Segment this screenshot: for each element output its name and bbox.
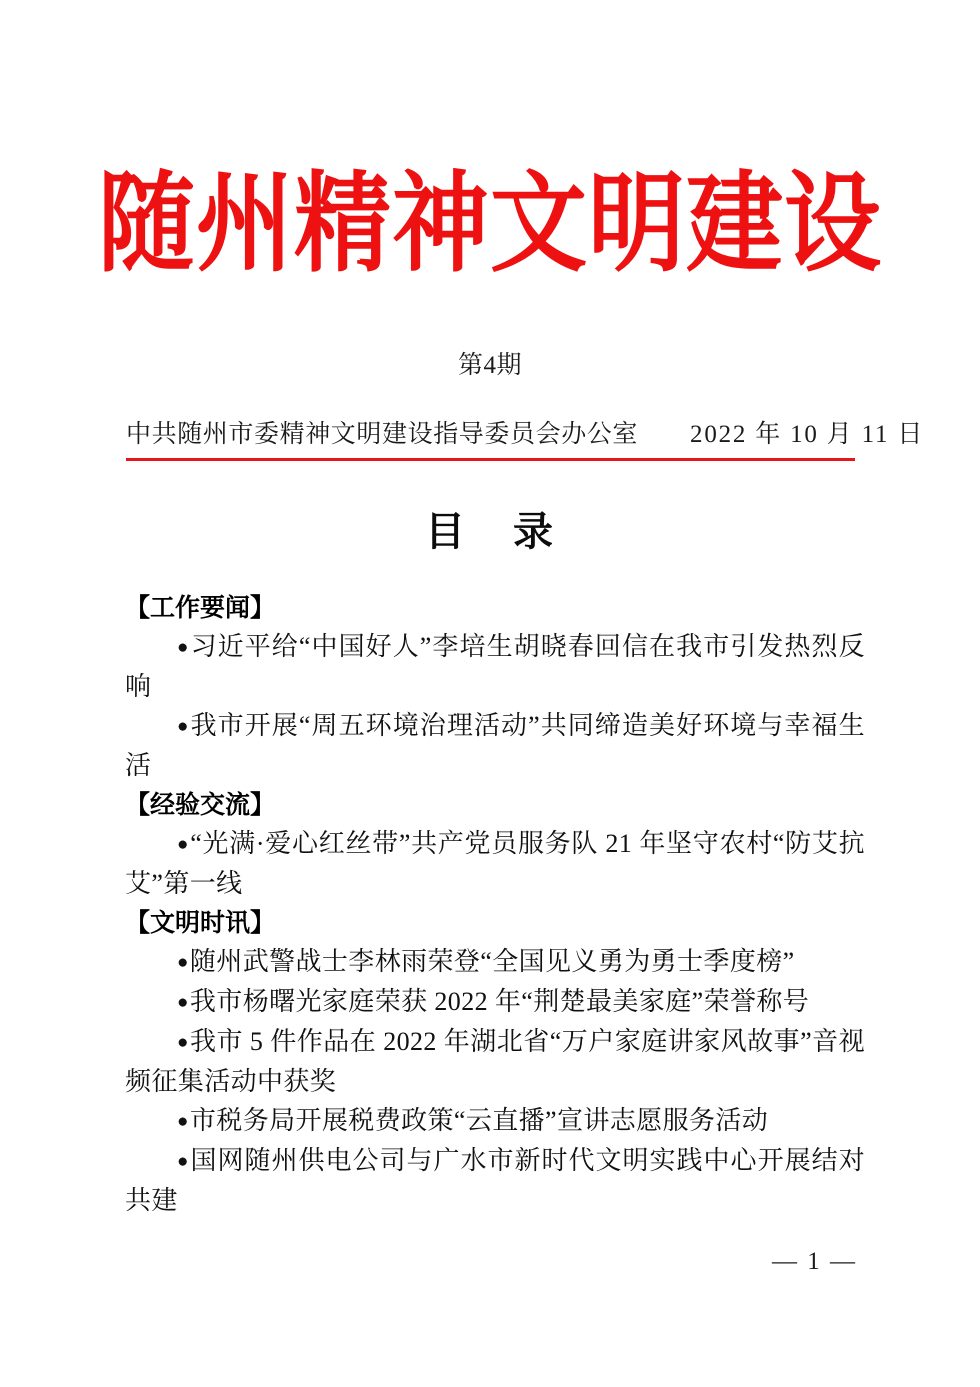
- page-number: — 1 —: [772, 1248, 857, 1275]
- bullet-icon: ●: [177, 716, 190, 737]
- toc-heading-char-left: 目: [425, 509, 467, 554]
- bullet-icon: ●: [177, 834, 190, 855]
- section-title: 【工作要闻】: [125, 593, 276, 622]
- bullet-icon: ●: [177, 992, 189, 1013]
- toc-entry[interactable]: ●我市杨曙光家庭荣获 2022 年“荆楚最美家庭”荣誉称号: [177, 987, 810, 1016]
- bullet-icon: ●: [177, 637, 190, 658]
- toc-entry[interactable]: ●市税务局开展税费政策“云直播”宣讲志愿服务活动: [177, 1106, 769, 1135]
- toc-section-work-news: [125, 588, 865, 785]
- bullet-icon: ●: [177, 1032, 189, 1053]
- issue-number: 第4期: [457, 352, 522, 379]
- publisher-row: [126, 414, 925, 450]
- section-title: 【经验交流】: [125, 790, 276, 819]
- bullet-icon: ●: [177, 1151, 190, 1172]
- toc-heading: [0, 500, 980, 557]
- toc-entry[interactable]: ●我市 5 件作品在 2022 年湖北省“万户家庭讲家风故事”音视频征集活动中获奖: [125, 1027, 865, 1096]
- toc-entry[interactable]: ●国网随州供电公司与广水市新时代文明实践中心开展结对共建: [125, 1146, 865, 1215]
- section-title: 【文明时讯】: [125, 908, 276, 937]
- page-footer: [0, 1248, 980, 1276]
- masthead: [0, 164, 980, 285]
- toc-section-experience-exchange: [125, 785, 865, 903]
- toc-entry[interactable]: ●我市开展“周五环境治理活动”共同缔造美好环境与幸福生活: [125, 711, 865, 780]
- bullet-icon: ●: [177, 952, 189, 973]
- masthead-title: 随州精神文明建设: [98, 164, 882, 285]
- toc-entry[interactable]: ●“光满·爱心红丝带”共产党员服务队 21 年坚守农村“防艾抗艾”第一线: [125, 829, 865, 898]
- red-separator-rule: [126, 458, 855, 461]
- publisher-name: 中共随州市委精神文明建设指导委员会办公室: [126, 421, 639, 448]
- publish-date: 2022 年 10 月 11 日: [690, 421, 925, 448]
- toc-entry[interactable]: ●习近平给“中国好人”李培生胡晓春回信在我市引发热烈反响: [125, 632, 865, 701]
- toc-heading-text: [425, 509, 555, 554]
- toc-heading-char-right: 录: [513, 509, 555, 554]
- toc-section-civilization-news: [125, 903, 865, 1220]
- toc-body: [125, 588, 865, 1220]
- bullet-icon: ●: [177, 1111, 189, 1132]
- toc-entry[interactable]: ●随州武警战士李林雨荣登“全国见义勇为勇士季度榜”: [177, 947, 795, 976]
- issue-line: [0, 345, 980, 381]
